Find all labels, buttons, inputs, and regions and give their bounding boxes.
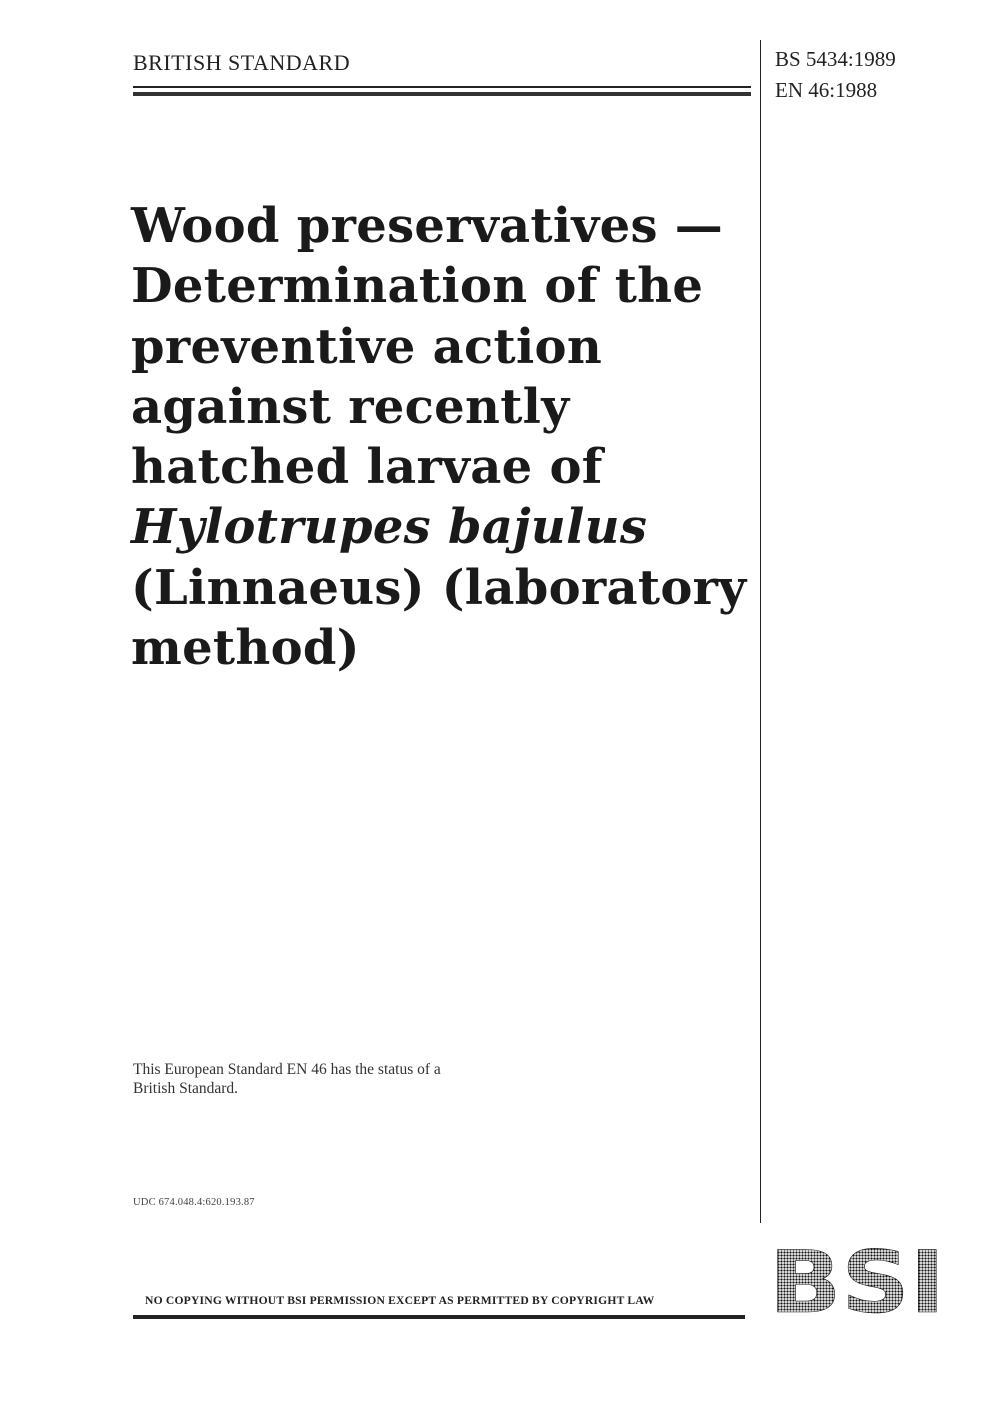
title-line: against recently — [131, 378, 570, 435]
bsi-logo-icon — [768, 1242, 946, 1320]
status-note-line: This European Standard EN 46 has the status of a — [133, 1061, 441, 1078]
title-line: preventive action — [131, 318, 603, 375]
status-note-line: British Standard. — [133, 1080, 239, 1097]
status-note — [133, 1060, 441, 1098]
header-rule-thick — [133, 92, 751, 96]
title-line-species: Hylotrupes bajulus — [131, 499, 648, 556]
footer-rule — [133, 1315, 745, 1319]
title-line: (Linnaeus) (laboratory — [131, 559, 747, 616]
title-line: method) — [131, 620, 360, 677]
document-title — [131, 196, 751, 678]
title-line: Determination of the — [131, 258, 704, 315]
header-rule-thin — [133, 86, 751, 88]
udc-code: UDC 674.048.4:620.193.87 — [133, 1197, 255, 1208]
vertical-divider — [760, 40, 761, 1223]
bsi-logo-text: BSI — [769, 1242, 945, 1320]
en-number: EN 46:1988 — [775, 78, 878, 102]
series-label: BRITISH STANDARD — [133, 50, 351, 75]
bs-number: BS 5434:1989 — [775, 47, 896, 71]
copyright-notice: NO COPYING WITHOUT BSI PERMISSION EXCEPT AS PERMITTED BY COPYRIGHT LAW — [145, 1294, 655, 1307]
standard-numbers — [775, 44, 896, 106]
title-line: Wood preservatives — — [131, 198, 724, 254]
title-line: hatched larvae of — [131, 439, 603, 496]
